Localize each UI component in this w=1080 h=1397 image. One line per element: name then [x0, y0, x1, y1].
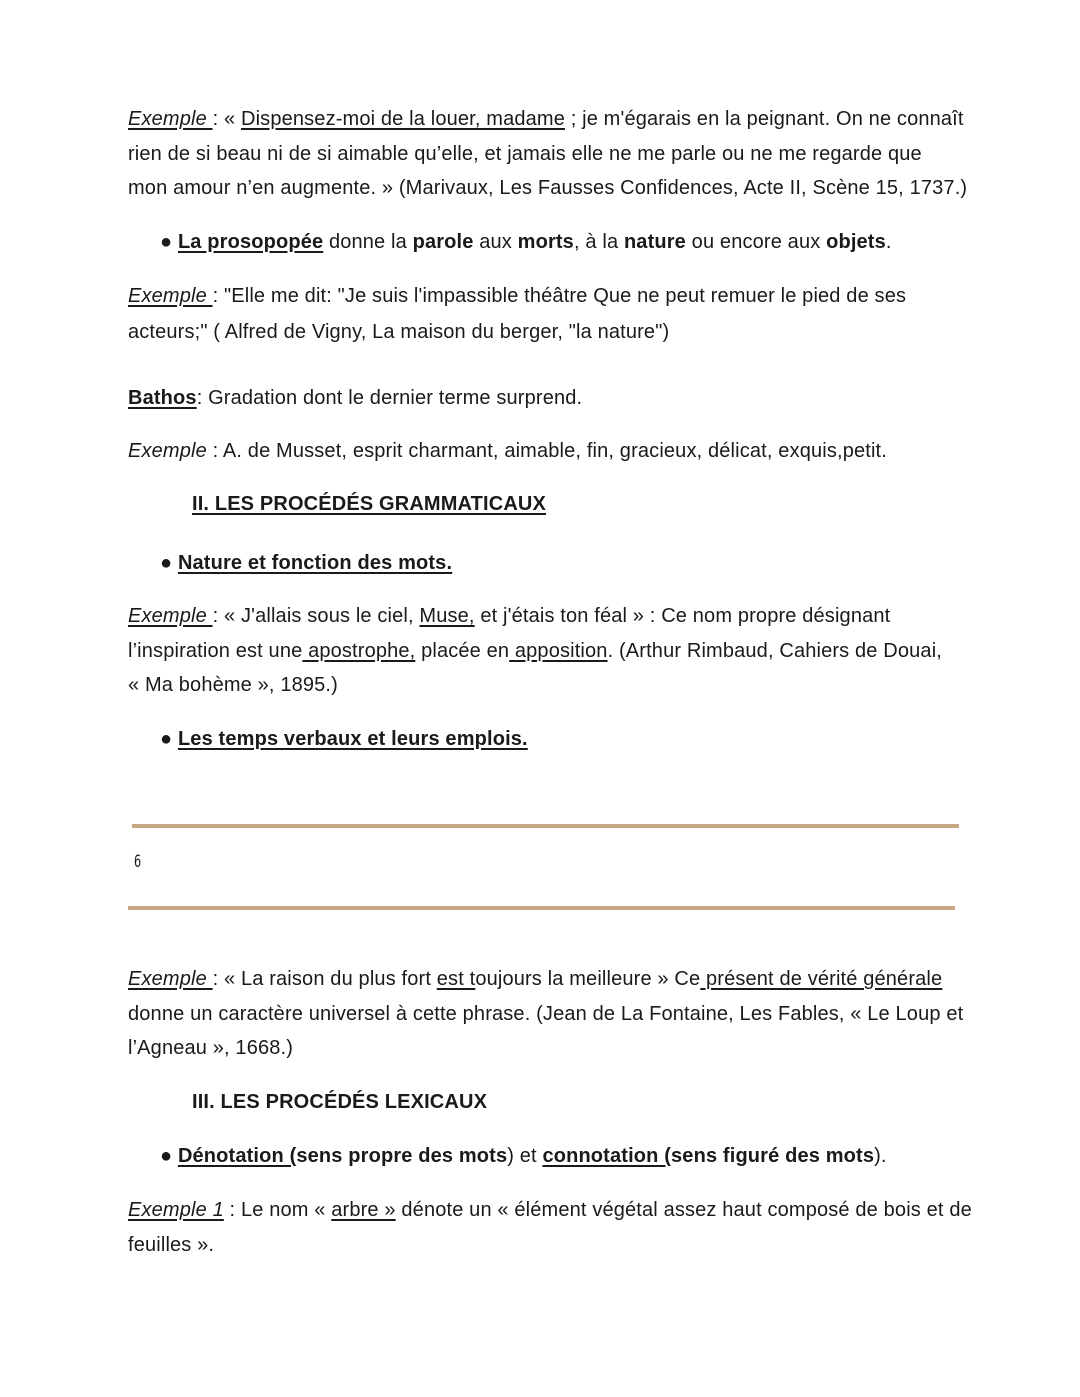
text-segment: ou encore aux [685, 231, 827, 253]
text-line [128, 967, 942, 991]
text-segment: rien de si beau ni de si aimable qu’elle, et jamais elle ne me parle ou ne me regarde que [128, 143, 922, 165]
bullet-icon: ● [160, 1145, 178, 1167]
text-line [160, 1144, 887, 1168]
text-segment: l’Agneau », 1668.) [128, 1037, 294, 1059]
text-segment: , à la [573, 231, 624, 253]
text-segment: donne un caractère universel à cette phrase. (Jean de La Fontaine, Les Fables, « Le Loup et [128, 1003, 964, 1025]
bullet-icon: ● [160, 552, 178, 574]
text-segment: : « [212, 108, 241, 130]
text-segment: III. LES PROCÉDÉS LEXICAUX [192, 1091, 488, 1113]
text-segment: présent de vérité générale [700, 968, 943, 990]
text-segment: La prosopopée [177, 231, 324, 253]
text-line [128, 604, 890, 628]
text-segment: dénote un « élément végétal assez haut composé de bois et de [395, 1199, 972, 1221]
text-line [160, 551, 452, 575]
text-line [128, 1198, 972, 1222]
text-segment: : A. de Musset, esprit charmant, aimable, fin, gracieux, délicat, exquis,petit. [206, 440, 887, 462]
page-number: 6 [134, 852, 142, 872]
text-segment: placée en [415, 640, 510, 662]
text-segment: morts [517, 231, 574, 253]
text-segment: Les temps verbaux et leurs emplois. [177, 728, 528, 750]
text-segment: Bathos [128, 387, 197, 409]
text-segment: parole [412, 231, 474, 253]
text-segment: . [885, 231, 892, 253]
text-segment: Exemple 1 [128, 1199, 224, 1221]
text-line [128, 386, 582, 410]
text-line [128, 1002, 963, 1026]
text-segment: mon amour n’en augmente. » (Marivaux, Les Fausses Confidences, Acte II, Scène 15, 1737.) [128, 177, 968, 199]
text-segment: ) et [507, 1145, 543, 1167]
text-segment: Exemple [128, 440, 207, 462]
bullet-icon: ● [160, 231, 178, 253]
text-segment: nature [623, 231, 686, 253]
text-segment: « Ma bohème », 1895.) [128, 674, 338, 696]
text-segment: Dénotation ( [177, 1145, 297, 1167]
text-line [192, 1090, 487, 1114]
text-segment: apposition [509, 640, 608, 662]
text-segment: aux [473, 231, 518, 253]
text-line [128, 439, 887, 463]
text-segment: arbre » [331, 1199, 396, 1221]
page-divider-top [132, 824, 959, 828]
text-line [128, 284, 906, 308]
text-segment: objets [826, 231, 886, 253]
text-line [128, 673, 338, 697]
text-segment: Exemple [128, 605, 213, 627]
text-segment: Exemple [128, 108, 213, 130]
text-line [128, 320, 669, 344]
text-segment: Exemple [128, 968, 213, 990]
text-line [160, 230, 892, 254]
text-segment: : « J'allais sous le ciel, [212, 605, 420, 627]
text-segment: ; je m'égarais en la peignant. On ne connaît [564, 108, 964, 130]
text-line [192, 492, 546, 516]
text-line [128, 176, 967, 200]
text-segment: apostrophe, [302, 640, 416, 662]
text-segment: Muse, [419, 605, 475, 627]
text-segment: et j'étais ton féal » : Ce nom propre désignant [474, 605, 891, 627]
text-line [128, 639, 942, 663]
text-segment: : Le nom « [223, 1199, 332, 1221]
bullet-icon: ● [160, 728, 178, 750]
text-segment: acteurs;" ( Alfred de Vigny, La maison du berger, "la nature") [128, 321, 670, 343]
text-segment: oujours la meilleure » Ce [475, 968, 701, 990]
text-line [160, 727, 528, 751]
text-segment: Nature et fonction des mots. [177, 552, 453, 574]
text-segment: : Gradation dont le dernier terme surprend. [196, 387, 583, 409]
text-line [128, 142, 922, 166]
text-segment: est t [436, 968, 476, 990]
text-segment: . (Arthur Rimbaud, Cahiers de Douai, [607, 640, 942, 662]
text-segment: : « La raison du plus fort [212, 968, 437, 990]
page-divider-bottom [128, 906, 955, 910]
text-segment: l’inspiration est une [128, 640, 303, 662]
text-segment: connotation ( [542, 1145, 672, 1167]
text-segment: Exemple [128, 285, 213, 307]
text-segment: ). [874, 1145, 887, 1167]
text-segment: feuilles ». [128, 1234, 215, 1256]
text-segment: : "Elle me dit: "Je suis l'impassible théâtre Que ne peut remuer le pied de ses [212, 285, 907, 307]
text-segment: sens propre des mots [296, 1145, 508, 1167]
text-segment: sens figuré des mots [671, 1145, 875, 1167]
text-line [128, 107, 964, 131]
text-segment: II. LES PROCÉDÉS GRAMMATICAUX [192, 493, 546, 515]
text-segment: donne la [323, 231, 413, 253]
text-segment: Dispensez-moi de la louer, madame [240, 108, 565, 130]
text-line [128, 1036, 293, 1060]
text-line [128, 1233, 214, 1257]
